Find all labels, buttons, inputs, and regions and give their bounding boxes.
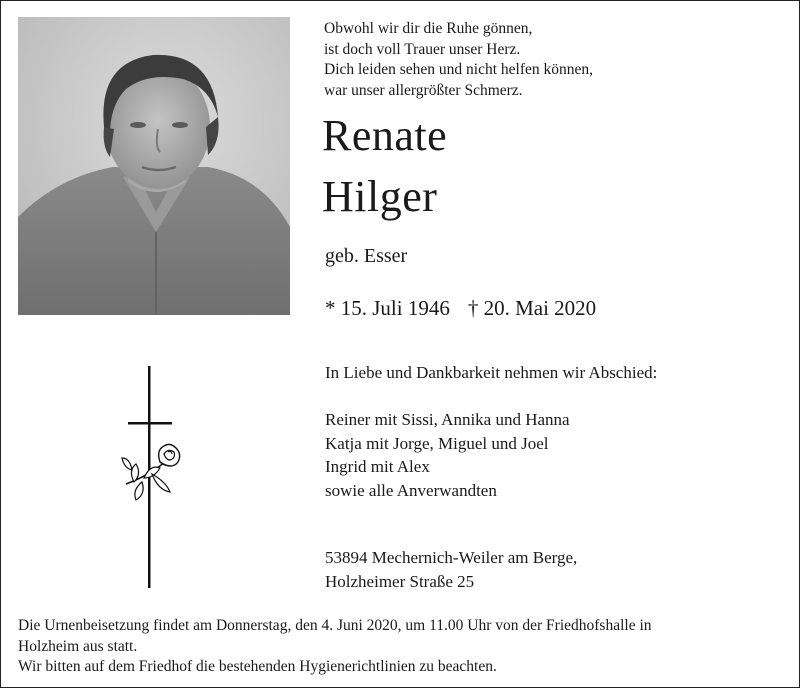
birth-name: geb. Esser	[325, 245, 408, 267]
death-date: † 20. Mai 2020	[467, 296, 597, 320]
funeral-notice	[18, 616, 788, 678]
footer-line: Holzheim aus statt.	[18, 637, 138, 655]
family-member: Ingrid mit Alex	[325, 457, 430, 476]
poem-line: Dich leiden sehen und nicht helfen können,	[324, 61, 594, 78]
cross-with-rose-icon	[120, 366, 190, 588]
birth-date: * 15. Juli 1946	[325, 296, 450, 320]
address-line-2: Holzheimer Straße 25	[325, 571, 475, 591]
poem	[324, 19, 593, 101]
last-name: Hilger	[322, 172, 438, 221]
family-member: Reiner mit Sissi, Annika und Hanna	[325, 410, 570, 429]
farewell-text: In Liebe und Dankbarkeit nehmen wir Abschied:	[325, 363, 658, 382]
poem-line: ist doch voll Trauer unser Herz.	[324, 40, 521, 58]
poem-line: war unser allergrößter Schmerz.	[324, 81, 523, 99]
address-line-1: 53894 Mechernich-Weiler am Berge,	[325, 548, 578, 567]
family-member: Katja mit Jorge, Miguel und Joel	[325, 433, 549, 453]
family-member: sowie alle Anverwandten	[325, 480, 497, 500]
address	[325, 546, 577, 593]
footer-line: Wir bitten auf dem Friedhof die bestehenden Hygienerichtlinien zu beachten.	[18, 658, 497, 675]
footer-line: Die Urnenbeisetzung findet am Donnerstag, den 4. Juni 2020, um 11.00 Uhr von der Friedhofshalle in	[18, 617, 652, 634]
portrait-photo	[18, 17, 290, 315]
family-list	[325, 408, 570, 502]
first-name: Renate	[322, 111, 448, 160]
life-dates	[325, 294, 596, 322]
poem-line: Obwohl wir dir die Ruhe gönnen,	[324, 20, 533, 37]
